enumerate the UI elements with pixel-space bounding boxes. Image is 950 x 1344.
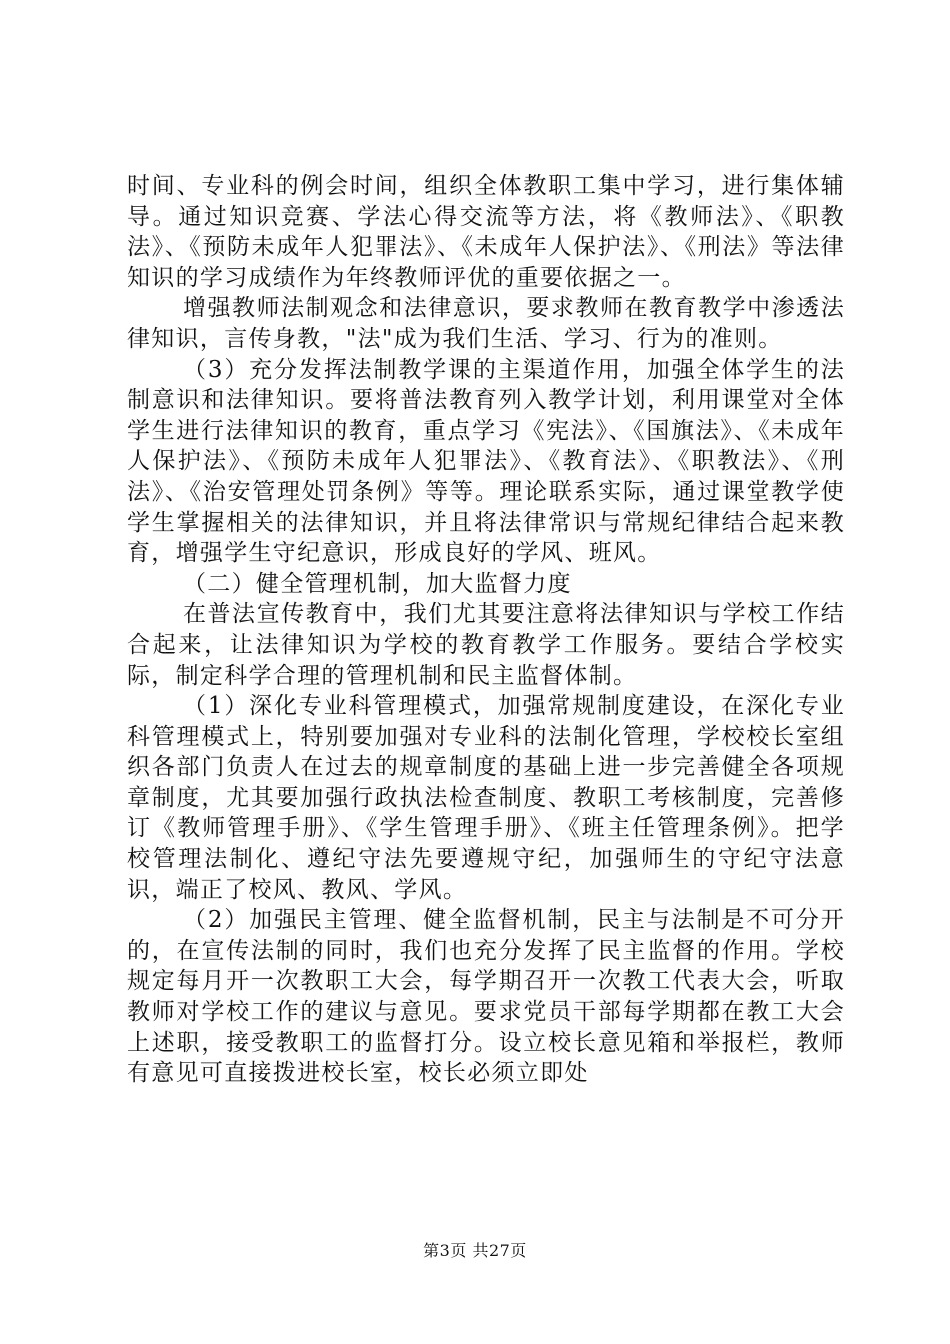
page-number-footer: 第3页 共27页 — [423, 1241, 527, 1260]
document-body — [127, 171, 845, 1089]
paragraph-item-1: （1）深化专业科管理模式，加强常规制度建设，在深化专业科管理模式上，特别要加强对专业科的法制化管理，学校校长室组织各部门负责人在过去的规章制度的基础上进一步完善健全各项规章制度，尤其要加强行政执法检查制度、教职工考核制度，完善修订《教师管理手册》、《学生管理手册》、《班主任管理条例》。把学校管理法制化、遵纪守法先要遵规守纪，加强师生的守纪守法意识，端正了校风、教风、学风。 — [127, 693, 845, 903]
paragraph-section-intro: 在普法宣传教育中，我们尤其要注意将法律知识与学校工作结合起来，让法律知识为学校的教育教学工作服务。要结合学校实际，制定科学合理的管理机制和民主监督体制。 — [127, 601, 845, 689]
paragraph-continued: 时间、专业科的例会时间，组织全体教职工集中学习，进行集体辅导。通过知识竞赛、学法心得交流等方法，将《教师法》、《职教法》、《预防未成年人犯罪法》、《未成年人保护法》、《刑法》等法律知识的学习成绩作为年终教师评优的重要依据之一。 — [127, 173, 845, 291]
paragraph-item-2: （2）加强民主管理、健全监督机制，民主与法制是不可分开的，在宣传法制的同时，我们也充分发挥了民主监督的作用。学校规定每月开一次教职工大会，每学期召开一次教工代表大会，听取教师对学校工作的建议与意见。要求党员干部每学期都在教工大会上述职，接受教职工的监督打分。设立校长意见箱和举报栏，教师有意见可直接拨进校长室，校长必须立即处 — [127, 907, 845, 1087]
paragraph-teacher-law-awareness: 增强教师法制观念和法律意识，要求教师在教育教学中渗透法律知识，言传身教，"法"成为我们生活、学习、行为的准则。 — [127, 295, 845, 352]
section-heading-2: （二）健全管理机制，加大监督力度 — [183, 570, 572, 597]
paragraph-item-3: （3）充分发挥法制教学课的主渠道作用，加强全体学生的法制意识和法律知识。要将普法教育列入教学计划，利用课堂对全体学生进行法律知识的教育，重点学习《宪法》、《国旗法》、《未成年人保护法》、《预防未成年人犯罪法》、《教育法》、《职教法》、《刑法》、《治安管理处罚条例》等等。理论联系实际，通过课堂教学使学生掌握相关的法律知识，并且将法律常识与常规纪律结合起来教育，增强学生守纪意识，形成良好的学风、班风。 — [127, 356, 845, 567]
